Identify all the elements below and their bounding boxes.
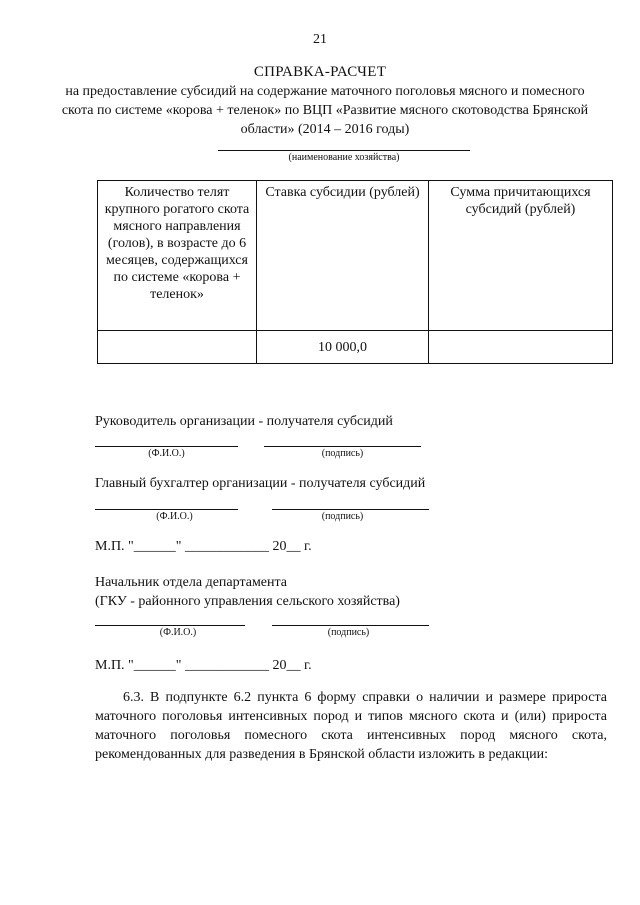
department-signature-line bbox=[272, 625, 429, 626]
head-fio-caption: (Ф.И.О.) bbox=[148, 448, 185, 459]
org-name-caption: (наименование хозяйства) bbox=[288, 152, 400, 163]
head-signature-line bbox=[264, 446, 421, 447]
document-subtitle: на предоставление субсидий на содержание маточного поголовья мясного и помесного скота по системе «корова + теленок» по ВЦП «Развитие мясного скотоводства Брянской области» (2014 – 2016 годы) bbox=[61, 84, 589, 137]
stamp-date-line-2: М.П. "______" ____________ 20__ г. bbox=[95, 658, 312, 673]
cell-subsidy-rate: 10 000,0 bbox=[257, 331, 429, 364]
page-number: 21 bbox=[313, 32, 327, 47]
accountant-signature-caption: (подпись) bbox=[321, 511, 364, 522]
table-header-row bbox=[98, 181, 613, 331]
document-title: СПРАВКА-РАСЧЕТ bbox=[253, 64, 387, 80]
head-fio-line bbox=[95, 446, 238, 447]
department-fio-line bbox=[95, 625, 245, 626]
department-signature-caption: (подпись) bbox=[327, 627, 370, 638]
header-subsidy-rate: Ставка субсидии (рублей) bbox=[257, 181, 429, 331]
cell-subsidy-sum bbox=[429, 331, 613, 364]
header-calves-count: Количество телят крупного рогатого скота мясного направления (голов), в возрасте до 6 месяцев, содержащихся по системе «корова + теленок» bbox=[98, 181, 257, 331]
department-label-1: Начальник отдела департамента bbox=[95, 575, 288, 590]
accountant-fio-caption: (Ф.И.О.) bbox=[156, 511, 193, 522]
accountant-signature-line bbox=[272, 509, 429, 510]
table-row bbox=[98, 331, 613, 364]
cell-calves-count bbox=[98, 331, 257, 364]
header-subsidy-sum: Сумма причитающихся субсидий (рублей) bbox=[429, 181, 613, 331]
amendment-paragraph-text: 6.3. В подпункте 6.2 пункта 6 форму справки о наличии и размере прироста маточного поголовья интенсивных пород и типов мясного скота и (или) прироста маточного поголовья помесного скота интенсивных пород мясного скота, рекомендованных для разведения в Брянской области изложить в редакции: bbox=[95, 690, 607, 762]
head-signature-caption: (подпись) bbox=[321, 448, 364, 459]
head-signature-label: Руководитель организации - получателя субсидий bbox=[95, 414, 393, 429]
accountant-signature-label: Главный бухгалтер организации - получателя субсидий bbox=[95, 476, 426, 491]
accountant-fio-line bbox=[95, 509, 238, 510]
org-name-line bbox=[218, 150, 470, 151]
amendment-paragraph bbox=[95, 688, 607, 764]
department-label-2: (ГКУ - районного управления сельского хозяйства) bbox=[95, 594, 400, 609]
stamp-date-line-1: М.П. "______" ____________ 20__ г. bbox=[95, 539, 312, 554]
department-fio-caption: (Ф.И.О.) bbox=[159, 627, 197, 638]
calculation-table bbox=[97, 180, 613, 364]
